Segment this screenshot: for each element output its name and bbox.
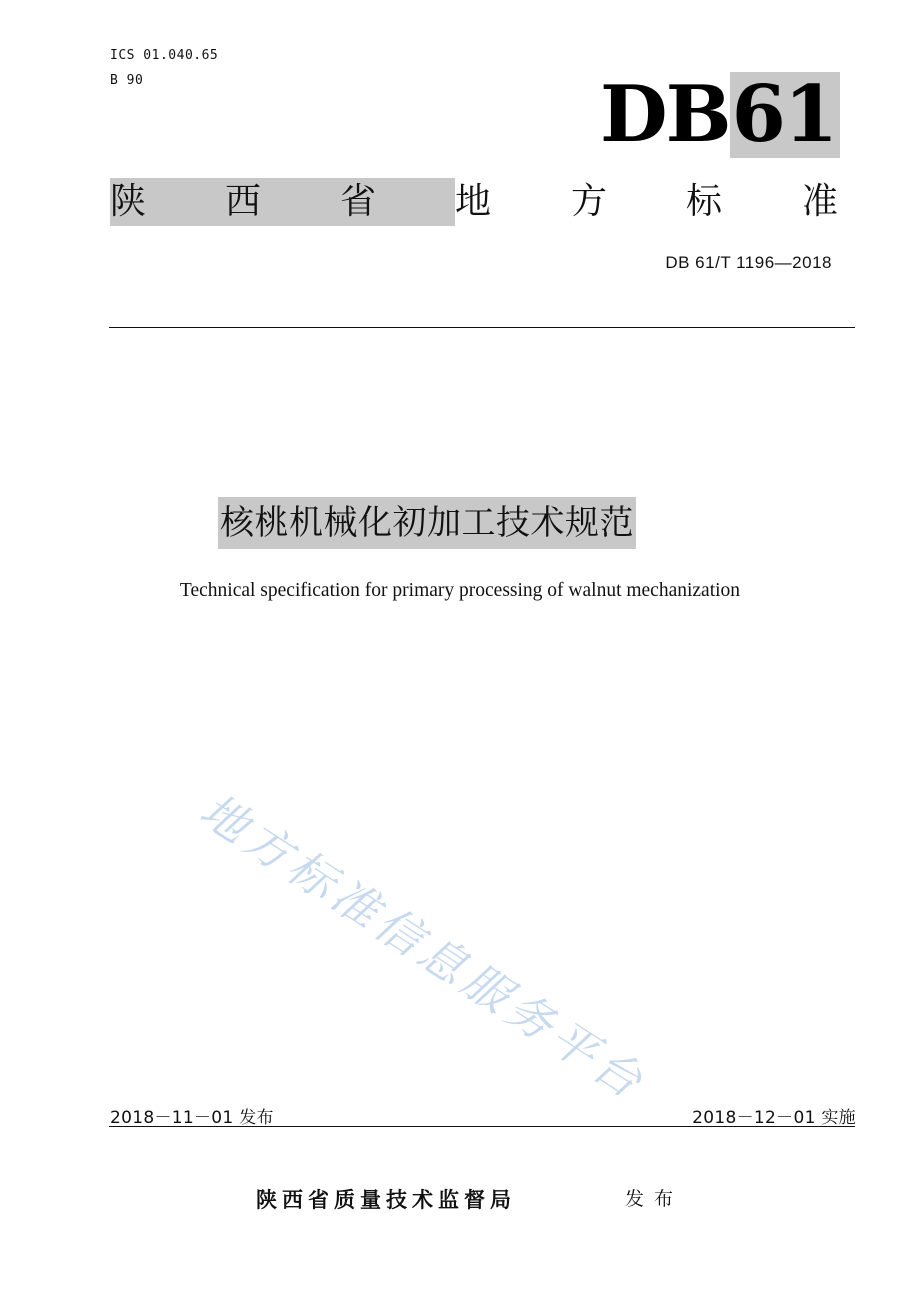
standard-type-highlight: [110, 178, 455, 226]
ccs-code: B 90: [110, 73, 144, 88]
db61-logo: [600, 69, 840, 160]
standard-number: DB 61/T 1196—2018: [665, 253, 832, 272]
standard-type-char: 地: [455, 181, 492, 222]
document-title-en: Technical specification for primary processing of walnut mechanization: [179, 580, 741, 601]
release-date: 2018－11－01 发布: [110, 1108, 274, 1128]
document-title-zh: 核桃机械化初加工技术规范: [218, 497, 636, 549]
standard-type-char: 陕: [110, 181, 147, 222]
header-divider: [109, 327, 855, 328]
logo-code: 61: [730, 72, 841, 158]
issuing-action: 发布: [625, 1188, 684, 1210]
standard-type-char: 标: [686, 181, 723, 222]
implementation-date: 2018－12－01 实施: [692, 1108, 856, 1128]
standard-type-char: 省: [340, 181, 377, 222]
standard-type-char: 方: [571, 181, 608, 222]
issuing-authority: 陕西省质量技术监督局: [256, 1188, 516, 1212]
standard-type-char: 西: [225, 181, 262, 222]
logo-prefix: DB: [600, 69, 730, 160]
watermark: 地方标准信息服务平台: [190, 782, 657, 1112]
ics-code: ICS 01.040.65: [110, 48, 219, 63]
footer-divider: [109, 1126, 855, 1127]
standard-type-char: 准: [802, 181, 839, 222]
standard-type-heading: [110, 178, 840, 226]
